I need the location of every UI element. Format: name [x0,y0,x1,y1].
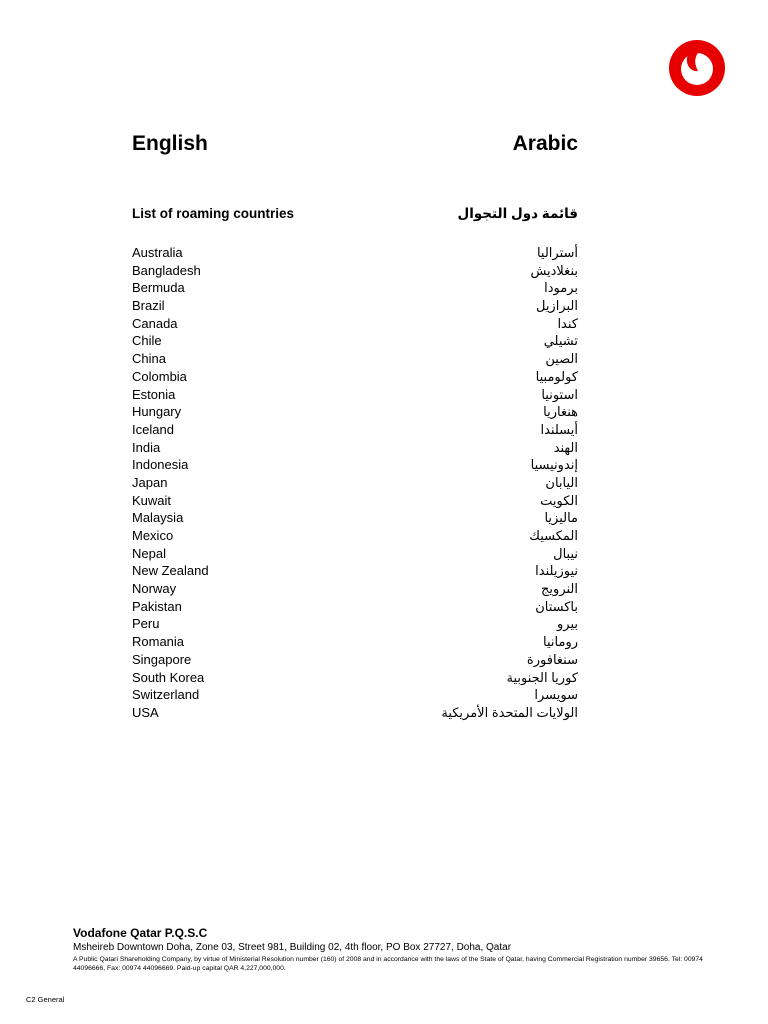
country-name-english: Brazil [132,298,165,314]
country-name-arabic: كندا [557,315,578,331]
country-name-english: Chile [132,333,162,349]
country-name-arabic: إندونيسيا [530,457,578,473]
country-name-english: Norway [132,581,177,597]
country-name-arabic: سنغافورة [526,651,578,667]
country-name-english: Romania [132,634,185,650]
country-row [132,509,578,527]
country-name-arabic: أيسلندا [540,421,578,437]
country-name-english: Malaysia [132,510,184,526]
country-name-english: China [132,351,166,367]
country-row [132,386,578,404]
country-name-arabic: النرويج [541,581,578,597]
country-row [132,262,578,280]
country-name-arabic: كولومبيا [535,368,578,384]
country-name-english: Iceland [132,421,174,437]
country-row [132,332,578,350]
country-name-arabic: المكسيك [529,528,578,543]
country-name-arabic: نيبال [553,545,578,561]
country-name-arabic: برمودا [544,280,578,296]
country-name-english: Singapore [132,651,192,667]
country-row [132,315,578,333]
section-title-english: List of roaming countries [132,206,295,221]
country-name-english: India [132,439,161,455]
country-row [132,279,578,297]
country-name-arabic: بيرو [557,616,578,632]
country-row [132,474,578,492]
country-row [132,704,578,722]
country-row [132,651,578,669]
country-row [132,350,578,368]
footer-address: Msheireb Downtown Doha, Zone 03, Street 981, Building 02, 4th floor, PO Box 27727, Doha, Qatar [73,942,512,953]
country-name-english: Colombia [132,368,187,384]
country-name-english: Japan [132,474,168,490]
country-row [132,615,578,633]
classification-label: C2 General [26,995,65,1004]
country-name-english: Switzerland [132,687,200,703]
country-name-arabic: نيوزيلندا [535,563,578,579]
country-row [132,633,578,651]
country-name-english: Nepal [132,545,166,561]
header-english: English [132,132,208,155]
country-row [132,492,578,510]
country-name-arabic: باكستان [535,598,578,614]
country-name-english: Canada [132,315,178,331]
country-name-arabic: هنغاريا [543,404,578,420]
country-row [132,580,578,598]
country-name-arabic: البرازيل [535,298,578,314]
country-name-arabic: كوريا الجنوبية [506,669,578,685]
country-name-arabic: اليابان [545,474,578,490]
country-name-english: Kuwait [132,492,172,508]
country-name-english: Indonesia [132,457,189,473]
column-headers [132,132,578,156]
country-row [132,297,578,315]
country-name-arabic: رومانيا [543,634,578,650]
country-name-arabic: استونيا [541,386,578,402]
country-row [132,545,578,563]
country-name-arabic: أستراليا [536,245,578,260]
country-row [132,244,578,262]
country-name-english: Australia [132,245,183,260]
country-name-english: Estonia [132,386,176,402]
country-name-english: Hungary [132,404,182,420]
country-row [132,368,578,386]
roaming-country-list [132,244,578,722]
country-row [132,456,578,474]
country-name-arabic: الصين [545,351,578,367]
vodafone-logo-icon [669,40,725,96]
country-name-arabic: الهند [553,439,578,455]
footer [73,926,713,973]
country-row [132,669,578,687]
country-name-arabic: الولايات المتحدة الأمريكية [441,704,578,720]
header-arabic: Arabic [512,132,578,155]
country-row [132,421,578,439]
country-row [132,686,578,704]
country-row [132,527,578,545]
section-title-row [132,206,578,222]
country-row [132,439,578,457]
country-name-english: Bangladesh [132,262,201,278]
country-name-arabic: سويسرا [534,687,578,703]
country-name-arabic: الكويت [540,492,578,508]
section-title-arabic: قائمة دول التجوال [457,206,578,221]
country-name-arabic: تشيلي [543,333,578,349]
footer-company-name: Vodafone Qatar P.Q.S.C [73,926,208,940]
country-name-arabic: ماليزيا [544,510,578,526]
country-name-english: Mexico [132,528,174,543]
footer-legal-notice: A Public Qatari Shareholding Company, by virtue of Ministerial Resolution number (160) of 2008 and in accordance with the laws of the State of Qatar, having Commercial Registration number 39656. Tel: 00974 44096666, Fax: 00974 44096669. Paid-up capital QAR 4,227,000,000. [73,956,703,972]
country-row [132,403,578,421]
country-name-english: New Zealand [132,563,209,579]
country-name-english: USA [132,704,159,720]
country-row [132,562,578,580]
country-name-english: Peru [132,616,160,632]
country-name-english: South Korea [132,669,205,685]
country-name-arabic: بنغلاديش [530,262,578,278]
country-name-english: Bermuda [132,280,185,296]
country-name-english: Pakistan [132,598,182,614]
country-row [132,598,578,616]
